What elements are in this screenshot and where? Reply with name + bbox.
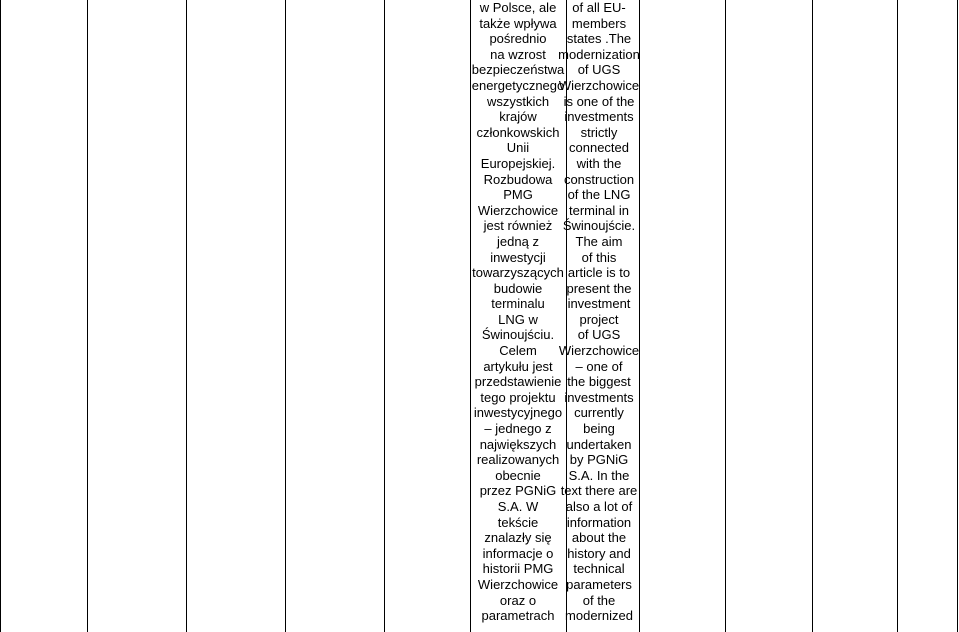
text-line: historii PMG bbox=[482, 561, 554, 577]
text-line: Wierzchowice bbox=[477, 576, 559, 592]
text-line: największych bbox=[479, 436, 557, 452]
text-line: Wierzchowice bbox=[477, 202, 559, 218]
table-divider bbox=[87, 0, 88, 632]
text-line: undertaken bbox=[566, 436, 632, 452]
text-line: znalazły się bbox=[484, 530, 552, 546]
text-line: Unii bbox=[506, 140, 530, 156]
text-line: budowie bbox=[493, 280, 543, 296]
text-line: information bbox=[566, 514, 632, 530]
text-line: LNG w bbox=[498, 311, 538, 327]
text-line: of the LNG bbox=[567, 187, 631, 203]
text-line: informacje o bbox=[482, 545, 554, 561]
table-divider bbox=[897, 0, 898, 632]
text-line: realizowanych bbox=[476, 452, 560, 468]
text-line: of this bbox=[581, 249, 617, 265]
text-line: by PGNiG bbox=[569, 452, 629, 468]
text-line: Świnoujście. bbox=[562, 218, 636, 234]
text-line: Celem bbox=[499, 343, 537, 359]
text-line: is one of the bbox=[563, 93, 635, 109]
text-line: project bbox=[579, 311, 619, 327]
text-line: przez PGNiG bbox=[479, 483, 557, 499]
text-line: tekście bbox=[497, 514, 539, 530]
text-line: Świnoujściu. bbox=[481, 327, 555, 343]
text-line: krajów bbox=[499, 109, 537, 125]
table-divider bbox=[384, 0, 385, 632]
text-line: artykułu jest bbox=[483, 358, 553, 374]
text-line: parameters bbox=[566, 576, 632, 592]
text-line: także wpływa bbox=[479, 15, 557, 31]
text-line: of the bbox=[582, 592, 616, 608]
text-line: członkowskich bbox=[476, 124, 560, 140]
text-line: – one of bbox=[575, 358, 623, 374]
text-line: – jednego z bbox=[484, 421, 552, 437]
text-line: modernized bbox=[565, 608, 633, 624]
text-line: the biggest bbox=[567, 374, 631, 390]
text-line: investments bbox=[564, 109, 634, 125]
text-line: technical bbox=[573, 561, 625, 577]
text-line: investments bbox=[564, 389, 634, 405]
text-line: Rozbudowa bbox=[483, 171, 553, 187]
text-line: bezpieczeństwa bbox=[471, 62, 565, 78]
text-line: terminal in bbox=[569, 202, 629, 218]
table-border-right bbox=[957, 0, 958, 632]
text-line: w Polsce, ale bbox=[479, 0, 557, 15]
text-line: modernization bbox=[558, 46, 640, 62]
text-line: The aim bbox=[575, 233, 623, 249]
text-line: of UGS bbox=[577, 327, 621, 343]
text-line: Europejskiej. bbox=[480, 155, 556, 171]
text-line: being bbox=[583, 421, 615, 437]
table-divider bbox=[725, 0, 726, 632]
text-line: na wzrost bbox=[490, 46, 546, 62]
text-line: jest również bbox=[483, 218, 553, 234]
text-line: Wierzchowice bbox=[558, 343, 640, 359]
table-border-left bbox=[0, 0, 1, 632]
text-line: obecnie bbox=[495, 467, 541, 483]
text-line: inwestycji bbox=[490, 249, 546, 265]
text-line: tego projektu bbox=[480, 389, 556, 405]
text-line: PMG bbox=[503, 187, 533, 203]
table-divider bbox=[186, 0, 187, 632]
text-line: members bbox=[571, 15, 627, 31]
text-line: construction bbox=[563, 171, 635, 187]
text-line: also a lot of bbox=[565, 499, 633, 514]
text-line: connected bbox=[569, 140, 629, 156]
polish-abstract-cell bbox=[470, 0, 566, 632]
text-line: currently bbox=[574, 405, 624, 421]
text-line: S.A. In the bbox=[568, 467, 630, 483]
text-line: pośrednio bbox=[489, 31, 547, 47]
text-line: jedną z bbox=[497, 233, 539, 249]
text-line: oraz o bbox=[499, 592, 537, 608]
text-line: with the bbox=[576, 155, 622, 171]
text-line: terminalu bbox=[491, 296, 545, 312]
text-line: inwestycyjnego bbox=[473, 405, 563, 421]
text-line: przedstawienie bbox=[474, 374, 562, 390]
text-line: history and bbox=[567, 545, 631, 561]
text-line: of all EU- bbox=[572, 0, 626, 15]
text-line: S.A. W bbox=[497, 499, 539, 514]
text-line: states .The bbox=[566, 31, 632, 47]
text-line: of UGS bbox=[577, 62, 621, 78]
text-line: present the bbox=[566, 280, 632, 296]
text-line: about the bbox=[571, 530, 627, 546]
table-divider bbox=[812, 0, 813, 632]
text-line: Wierzchowice bbox=[558, 77, 640, 93]
text-line: article is to bbox=[567, 265, 631, 281]
text-line: investment bbox=[567, 296, 631, 312]
text-line: energetycznego bbox=[471, 77, 565, 93]
text-line: wszystkich bbox=[486, 93, 550, 109]
text-line: parametrach bbox=[481, 608, 555, 624]
table-divider bbox=[285, 0, 286, 632]
text-line: strictly bbox=[580, 124, 618, 140]
text-line: text there are bbox=[560, 483, 638, 499]
english-abstract-cell bbox=[557, 0, 641, 632]
text-line: towarzyszących bbox=[472, 265, 564, 281]
